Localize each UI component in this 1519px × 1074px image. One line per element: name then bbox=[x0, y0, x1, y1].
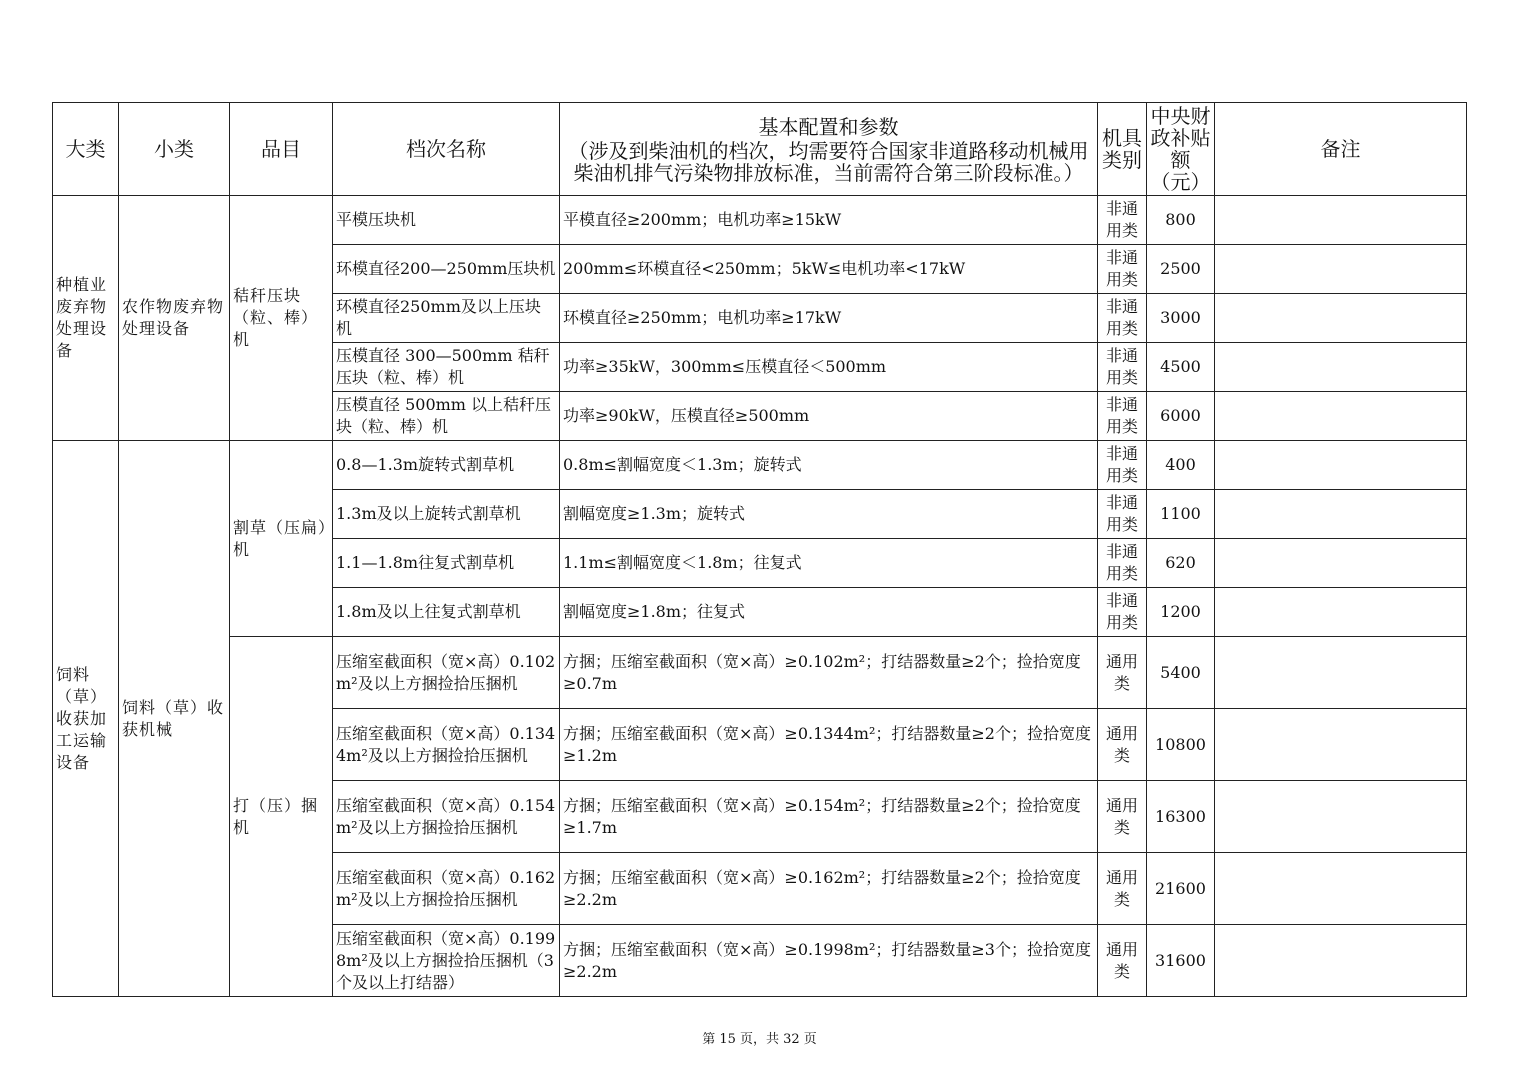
cell-grade-name: 压缩室截面积（宽×高）0.102m²及以上方捆捡拾压捆机 bbox=[333, 637, 560, 709]
cell-machine-type: 非通用类 bbox=[1098, 441, 1147, 490]
cell-config: 0.8m≤割幅宽度＜1.3m；旋转式 bbox=[560, 441, 1098, 490]
cell-machine-type: 通用类 bbox=[1098, 709, 1147, 781]
cell-config: 方捆；压缩室截面积（宽×高）≥0.162m²；打结器数量≥2个；捡拾宽度≥2.2m bbox=[560, 853, 1098, 925]
cell-grade-name: 环模直径250mm及以上压块机 bbox=[333, 294, 560, 343]
cell-machine-type: 非通用类 bbox=[1098, 294, 1147, 343]
cell-config: 1.1m≤割幅宽度＜1.8m；往复式 bbox=[560, 539, 1098, 588]
cell-machine-type: 非通用类 bbox=[1098, 588, 1147, 637]
cell-subsidy: 16300 bbox=[1147, 781, 1215, 853]
header-config bbox=[560, 103, 1098, 196]
cell-remarks bbox=[1215, 392, 1467, 441]
cell-grade-name: 压模直径 500mm 以上秸秆压块（粒、棒）机 bbox=[333, 392, 560, 441]
cell-machine-type: 通用类 bbox=[1098, 781, 1147, 853]
cell-machine-type: 非通用类 bbox=[1098, 490, 1147, 539]
cell-machine-type: 通用类 bbox=[1098, 925, 1147, 997]
header-subsidy-unit: （元） bbox=[1150, 170, 1211, 194]
cell-config: 方捆；压缩室截面积（宽×高）≥0.102m²；打结器数量≥2个；捡拾宽度≥0.7m bbox=[560, 637, 1098, 709]
header-subsidy-label: 中央财政补贴额 bbox=[1150, 104, 1211, 172]
cell-config: 割幅宽度≥1.8m；往复式 bbox=[560, 588, 1098, 637]
cell-item: 打（压）捆机 bbox=[230, 637, 333, 997]
cell-machine-type: 通用类 bbox=[1098, 637, 1147, 709]
table-row bbox=[53, 196, 1467, 245]
header-minor: 小类 bbox=[119, 103, 230, 196]
cell-subsidy: 400 bbox=[1147, 441, 1215, 490]
cell-machine-type: 非通用类 bbox=[1098, 539, 1147, 588]
cell-machine-type: 非通用类 bbox=[1098, 392, 1147, 441]
cell-machine-type: 非通用类 bbox=[1098, 245, 1147, 294]
cell-remarks bbox=[1215, 781, 1467, 853]
cell-remarks bbox=[1215, 925, 1467, 997]
cell-config: 环模直径≥250mm；电机功率≥17kW bbox=[560, 294, 1098, 343]
cell-subsidy: 1100 bbox=[1147, 490, 1215, 539]
cell-minor: 饲料（草）收获机械 bbox=[119, 441, 230, 997]
cell-config: 方捆；压缩室截面积（宽×高）≥0.1344m²；打结器数量≥2个；捡拾宽度≥1.2m bbox=[560, 709, 1098, 781]
cell-remarks bbox=[1215, 196, 1467, 245]
cell-remarks bbox=[1215, 294, 1467, 343]
header-machine-type: 机具类别 bbox=[1098, 103, 1147, 196]
header-row bbox=[53, 103, 1467, 196]
cell-remarks bbox=[1215, 637, 1467, 709]
cell-subsidy: 6000 bbox=[1147, 392, 1215, 441]
table-row bbox=[53, 637, 1467, 709]
cell-remarks bbox=[1215, 709, 1467, 781]
cell-subsidy: 21600 bbox=[1147, 853, 1215, 925]
cell-item: 秸秆压块（粒、棒）机 bbox=[230, 196, 333, 441]
cell-grade-name: 压缩室截面积（宽×高）0.1998m²及以上方捆捡拾压捆机（3个及以上打结器） bbox=[333, 925, 560, 997]
cell-remarks bbox=[1215, 441, 1467, 490]
header-subsidy bbox=[1147, 103, 1215, 196]
cell-remarks bbox=[1215, 343, 1467, 392]
cell-grade-name: 压缩室截面积（宽×高）0.154m²及以上方捆捡拾压捆机 bbox=[333, 781, 560, 853]
cell-item: 割草（压扁）机 bbox=[230, 441, 333, 637]
cell-grade-name: 压模直径 300—500mm 秸秆压块（粒、棒）机 bbox=[333, 343, 560, 392]
header-config-note: （涉及到柴油机的档次，均需要符合国家非道路移动机械用柴油机排气污染物排放标准，当前需符合第三阶段标准。） bbox=[568, 139, 1089, 185]
cell-grade-name: 1.3m及以上旋转式割草机 bbox=[333, 490, 560, 539]
cell-subsidy: 31600 bbox=[1147, 925, 1215, 997]
header-remarks: 备注 bbox=[1215, 103, 1467, 196]
cell-grade-name: 环模直径200—250mm压块机 bbox=[333, 245, 560, 294]
table-row bbox=[53, 441, 1467, 490]
cell-remarks bbox=[1215, 539, 1467, 588]
cell-grade-name: 压缩室截面积（宽×高）0.162m²及以上方捆捡拾压捆机 bbox=[333, 853, 560, 925]
cell-subsidy: 2500 bbox=[1147, 245, 1215, 294]
cell-subsidy: 800 bbox=[1147, 196, 1215, 245]
cell-config: 方捆；压缩室截面积（宽×高）≥0.154m²；打结器数量≥2个；捡拾宽度≥1.7m bbox=[560, 781, 1098, 853]
cell-subsidy: 1200 bbox=[1147, 588, 1215, 637]
cell-subsidy: 3000 bbox=[1147, 294, 1215, 343]
header-config-title: 基本配置和参数 bbox=[758, 115, 899, 139]
cell-remarks bbox=[1215, 245, 1467, 294]
cell-remarks bbox=[1215, 588, 1467, 637]
cell-machine-type: 通用类 bbox=[1098, 853, 1147, 925]
cell-remarks bbox=[1215, 853, 1467, 925]
cell-subsidy: 10800 bbox=[1147, 709, 1215, 781]
cell-grade-name: 平模压块机 bbox=[333, 196, 560, 245]
cell-config: 功率≥90kW，压模直径≥500mm bbox=[560, 392, 1098, 441]
header-major: 大类 bbox=[53, 103, 119, 196]
cell-subsidy: 4500 bbox=[1147, 343, 1215, 392]
cell-grade-name: 1.1—1.8m往复式割草机 bbox=[333, 539, 560, 588]
cell-major: 种植业废弃物处理设备 bbox=[53, 196, 119, 441]
subsidy-table bbox=[52, 102, 1467, 997]
cell-subsidy: 5400 bbox=[1147, 637, 1215, 709]
page-footer: 第 15 页，共 32 页 bbox=[702, 1032, 817, 1047]
cell-config: 割幅宽度≥1.3m；旋转式 bbox=[560, 490, 1098, 539]
header-item: 品目 bbox=[230, 103, 333, 196]
cell-grade-name: 0.8—1.3m旋转式割草机 bbox=[333, 441, 560, 490]
cell-major: 饲料（草）收获加工运输设备 bbox=[53, 441, 119, 997]
cell-config: 方捆；压缩室截面积（宽×高）≥0.1998m²；打结器数量≥3个；捡拾宽度≥2.2m bbox=[560, 925, 1098, 997]
cell-grade-name: 1.8m及以上往复式割草机 bbox=[333, 588, 560, 637]
cell-machine-type: 非通用类 bbox=[1098, 343, 1147, 392]
cell-config: 功率≥35kW，300mm≤压模直径＜500mm bbox=[560, 343, 1098, 392]
cell-machine-type: 非通用类 bbox=[1098, 196, 1147, 245]
cell-minor: 农作物废弃物处理设备 bbox=[119, 196, 230, 441]
cell-subsidy: 620 bbox=[1147, 539, 1215, 588]
cell-config: 200mm≤环模直径<250mm；5kW≤电机功率<17kW bbox=[560, 245, 1098, 294]
cell-remarks bbox=[1215, 490, 1467, 539]
cell-grade-name: 压缩室截面积（宽×高）0.1344m²及以上方捆捡拾压捆机 bbox=[333, 709, 560, 781]
cell-config: 平模直径≥200mm；电机功率≥15kW bbox=[560, 196, 1098, 245]
header-grade-name: 档次名称 bbox=[333, 103, 560, 196]
